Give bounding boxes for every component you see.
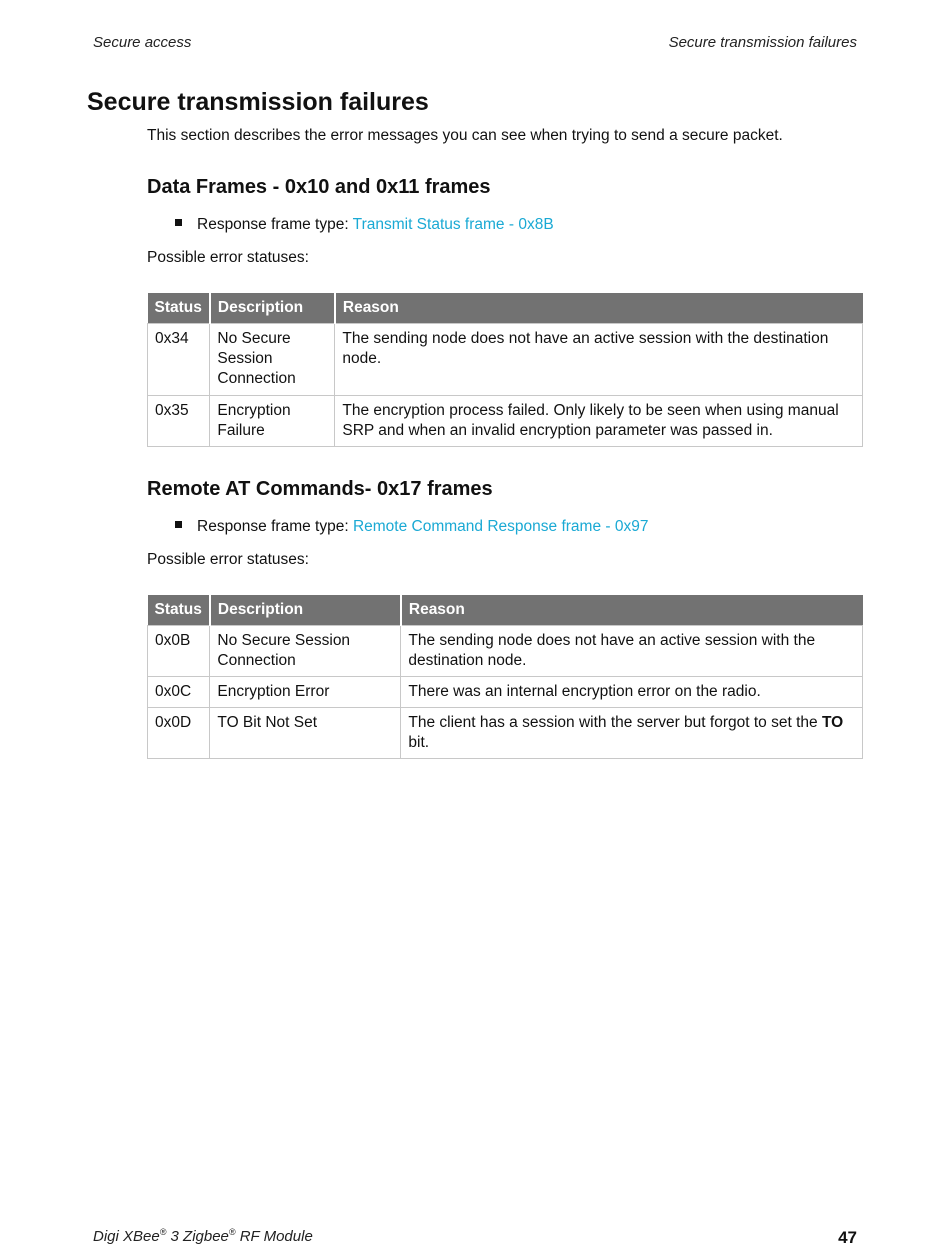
header-section: Secure transmission failures <box>668 34 857 51</box>
transmit-status-link[interactable]: Transmit Status frame - 0x8B <box>352 216 554 233</box>
cell-description: No Secure Session Connection <box>210 324 335 396</box>
page-title: Secure transmission failures <box>87 88 429 116</box>
reason-text: The client has a session with the server but forgot to set the <box>408 714 822 731</box>
footer-product-title <box>93 1227 313 1245</box>
running-header <box>93 34 857 56</box>
data-frames-status-table <box>147 293 863 447</box>
col-header-status: Status <box>148 595 210 626</box>
cell-reason: The encryption process failed. Only likely to be seen when using manual SRP and when an invalid encryption parameter was passed in. <box>335 396 863 447</box>
cell-reason <box>401 708 863 759</box>
reason-text-end: bit. <box>408 734 430 751</box>
remote-at-status-table <box>147 595 863 759</box>
cell-reason: There was an internal encryption error on the radio. <box>401 677 863 708</box>
possible-statuses-label: Possible error statuses: <box>147 249 309 266</box>
section-heading-data-frames: Data Frames - 0x10 and 0x11 frames <box>147 176 491 198</box>
footer-product: RF Module <box>239 1228 313 1245</box>
reason-bold-term: TO <box>821 714 844 731</box>
cell-status: 0x34 <box>148 324 210 396</box>
page-number: 47 <box>838 1228 857 1247</box>
col-header-reason: Reason <box>335 293 863 324</box>
cell-description: Encryption Error <box>210 677 401 708</box>
col-header-description: Description <box>210 293 335 324</box>
footer-reg-mark: ® <box>159 1227 167 1237</box>
table-row <box>148 396 863 447</box>
cell-description: Encryption Failure <box>210 396 335 447</box>
cell-status: 0x35 <box>148 396 210 447</box>
bullet-square-icon <box>175 219 182 226</box>
bullet-response-frame-type <box>175 518 648 536</box>
cell-status: 0x0B <box>148 626 210 677</box>
footer-model: 3 Zigbee <box>170 1228 229 1245</box>
col-header-description: Description <box>210 595 401 626</box>
remote-command-response-link[interactable]: Remote Command Response frame - 0x97 <box>352 518 649 535</box>
footer-brand: Digi XBee <box>93 1228 160 1245</box>
cell-description: TO Bit Not Set <box>210 708 401 759</box>
section-heading-remote-at: Remote AT Commands- 0x17 frames <box>147 478 493 500</box>
header-chapter: Secure access <box>93 34 192 51</box>
table-row <box>148 708 863 759</box>
cell-status: 0x0D <box>148 708 210 759</box>
cell-description: No Secure Session Connection <box>210 626 401 677</box>
bullet-square-icon <box>175 521 182 528</box>
bullet-prefix: Response frame type: <box>197 216 353 233</box>
cell-reason: The sending node does not have an active session with the destination node. <box>401 626 863 677</box>
col-header-reason: Reason <box>401 595 863 626</box>
col-header-status: Status <box>148 293 210 324</box>
bullet-prefix: Response frame type: <box>197 518 353 535</box>
cell-status: 0x0C <box>148 677 210 708</box>
possible-statuses-label: Possible error statuses: <box>147 551 309 568</box>
footer-reg-mark: ® <box>228 1227 236 1237</box>
bullet-response-frame-type <box>175 216 554 234</box>
table-header-row <box>148 293 863 324</box>
table-row <box>148 324 863 396</box>
table-row <box>148 626 863 677</box>
intro-text: This section describes the error messages you can see when trying to send a secure packet. <box>147 127 783 144</box>
table-row <box>148 677 863 708</box>
table-header-row <box>148 595 863 626</box>
cell-reason: The sending node does not have an active session with the destination node. <box>335 324 863 396</box>
